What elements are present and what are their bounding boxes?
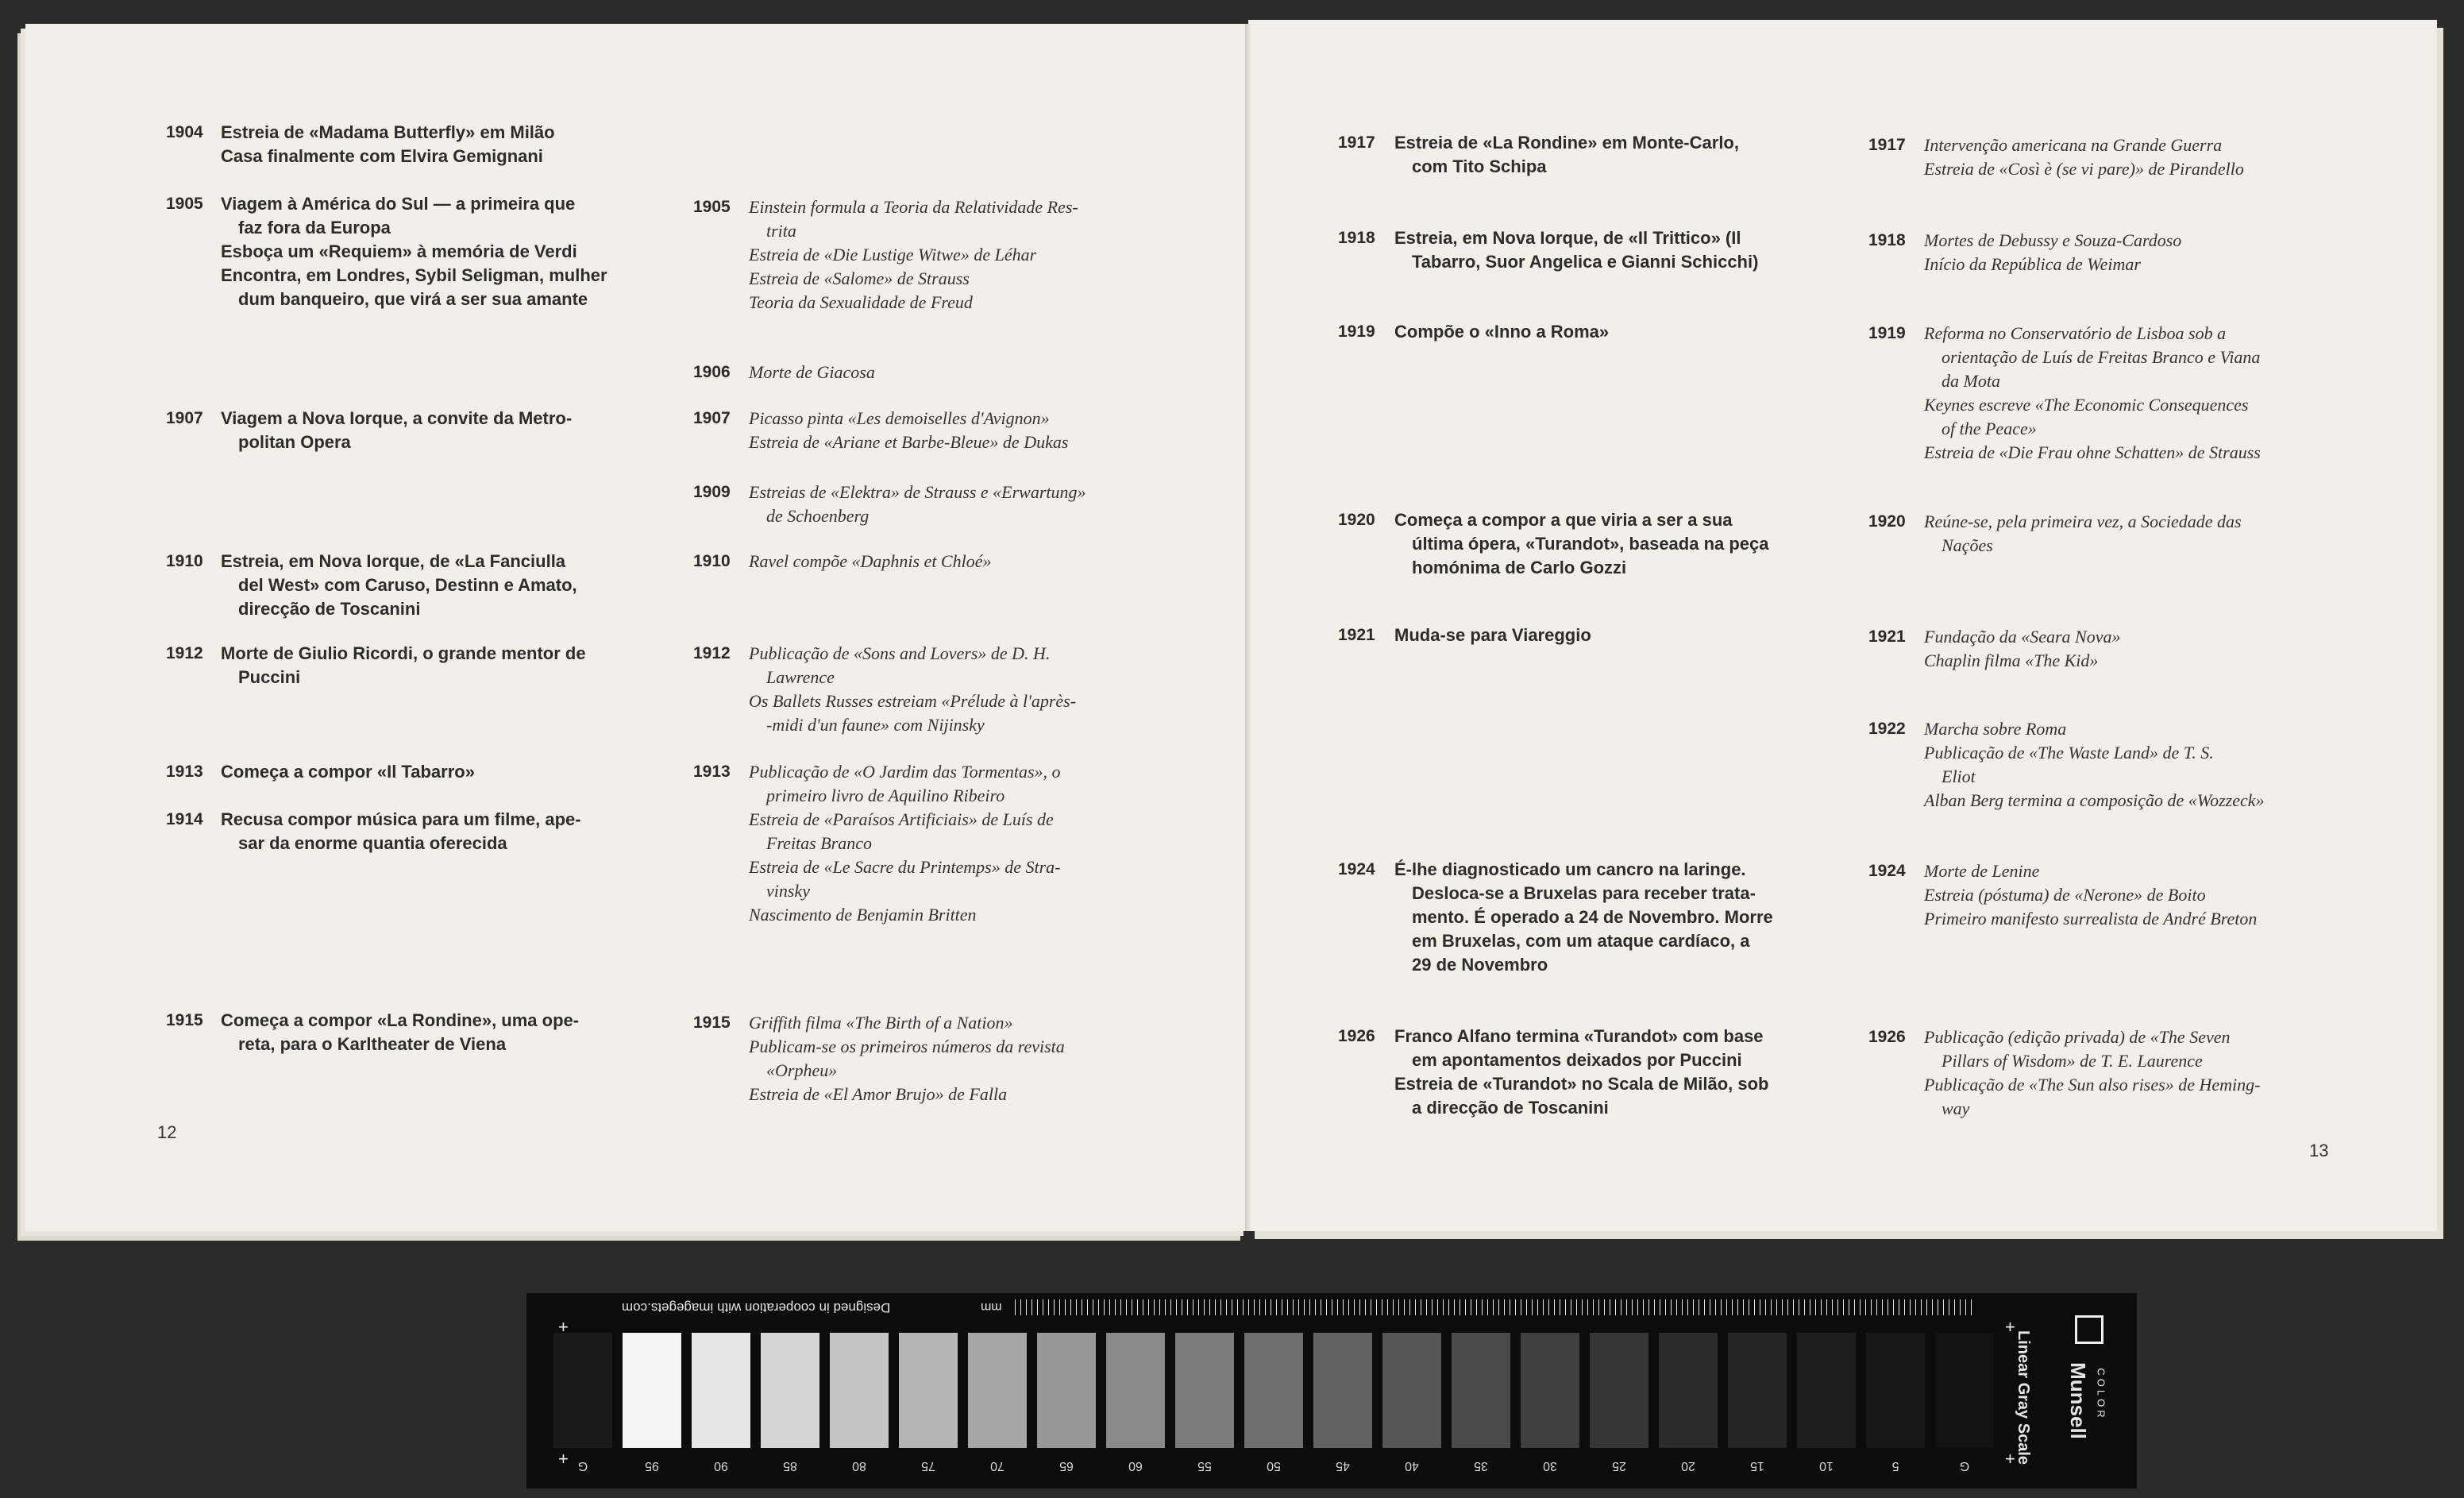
entry-line: Estreia de «Die Frau ohne Schatten» de Strauss: [1924, 442, 2261, 462]
gray-patch-label: 70: [990, 1459, 1004, 1473]
world-entry: [749, 550, 992, 573]
entry-line: 29 de Novembro: [1412, 955, 1548, 975]
entry-line: mento. É operado a 24 de Novembro. Morre: [1412, 907, 1773, 927]
entry-line: orientação de Luís de Freitas Branco e Viana: [1942, 347, 2261, 367]
plus-mark: +: [2005, 1449, 2015, 1469]
entry-line: Intervenção americana na Grande Guerra: [1924, 135, 2223, 155]
entry-line: Fundação da «Seara Nova»: [1924, 627, 2121, 647]
entry-line: Estreia, em Nova Iorque, de «La Fanciulla: [221, 551, 566, 571]
entry-line: Reforma no Conservatório de Lisboa sob a: [1924, 323, 2227, 343]
gray-patch: [1382, 1333, 1441, 1448]
entry-line: Estreia (póstuma) de «Nerone» de Boito: [1924, 885, 2206, 905]
page-number-left: 12: [157, 1122, 177, 1142]
entry-line: primeiro livro de Aquilino Ribeiro: [766, 786, 1005, 805]
world-entry: [1924, 1025, 2260, 1121]
puccini-year: 1913: [166, 763, 203, 781]
puccini-year: 1926: [1338, 1027, 1375, 1045]
puccini-entry: [221, 760, 475, 784]
entry-line: Puccini: [238, 667, 301, 687]
entry-line: Desloca-se a Bruxelas para receber trata-: [1412, 883, 1756, 903]
munsell-logo-icon: [2075, 1315, 2103, 1344]
puccini-year: 1917: [1338, 133, 1375, 152]
entry-line: Os Ballets Russes estreiam «Prélude à l'après-: [749, 691, 1077, 711]
entry-line: Casa finalmente com Elvira Gemignani: [221, 146, 543, 166]
entry-line: Esboça um «Requiem» à memória de Verdi: [221, 241, 577, 261]
entry-line: Estreia de «Ariane et Barbe-Bleue» de Dukas: [749, 432, 1069, 452]
entry-line: Encontra, em Londres, Sybil Seligman, mulher: [221, 265, 607, 285]
puccini-year: 1919: [1338, 322, 1375, 341]
world-year: 1909: [693, 483, 731, 501]
gray-patch: [1037, 1333, 1096, 1448]
entry-line: vinsky: [766, 881, 810, 901]
puccini-year: 1905: [166, 195, 203, 213]
entry-line: politan Opera: [238, 432, 351, 452]
entry-line: way: [1942, 1098, 1970, 1118]
plus-mark: +: [558, 1317, 569, 1337]
puccini-entry: [221, 642, 586, 689]
gray-patch: [1175, 1333, 1234, 1448]
entry-line: Eliot: [1942, 766, 1976, 786]
gray-patch-label: 25: [1612, 1459, 1626, 1473]
gray-patch-label: G: [577, 1459, 588, 1473]
ruler-unit: mm: [981, 1300, 1002, 1314]
puccini-entry: [1394, 858, 1773, 977]
gray-patch-label: 40: [1405, 1459, 1419, 1473]
gray-patch: [1590, 1333, 1648, 1448]
credit-text: Designed in cooperation with imagegets.com: [622, 1300, 891, 1315]
entry-line: sar da enorme quantia oferecida: [238, 833, 507, 853]
gray-patch-label: 15: [1750, 1459, 1764, 1473]
world-entry: [749, 760, 1061, 927]
entry-line: Começa a compor «Il Tabarro»: [221, 762, 475, 782]
puccini-entry: [1394, 320, 1609, 344]
gray-patch-label: 35: [1474, 1459, 1488, 1473]
entry-line: de Schoenberg: [766, 506, 870, 526]
entry-line: Mortes de Debussy e Souza-Cardoso: [1924, 230, 2182, 250]
gray-patch: [1728, 1333, 1787, 1448]
entry-line: Picasso pinta «Les demoiselles d'Avignon»: [749, 408, 1050, 428]
world-year: 1905: [693, 198, 731, 216]
entry-line: dum banqueiro, que virá a ser sua amante: [238, 289, 588, 309]
puccini-entry: [221, 192, 607, 311]
entry-line: Einstein formula a Teoria da Relatividade Res-: [749, 197, 1078, 217]
entry-line: del West» com Caruso, Destinn e Amato,: [238, 575, 577, 595]
gray-patch-label: 65: [1059, 1459, 1074, 1473]
entry-line: a direcção de Toscanini: [1412, 1098, 1609, 1118]
entry-line: Estreia de «Die Lustige Witwe» de Léhar: [749, 245, 1037, 264]
world-year: 1921: [1868, 627, 1906, 646]
puccini-year: 1912: [166, 644, 203, 662]
puccini-year: 1910: [166, 552, 203, 570]
gray-patch: [1521, 1333, 1579, 1448]
entry-line: Publicação de «Sons and Lovers» de D. H.: [749, 643, 1051, 663]
gray-patch: [1313, 1333, 1372, 1448]
world-entry: [1924, 717, 2265, 813]
gray-patch-label: 80: [852, 1459, 866, 1473]
munsell-brand: Munsell: [2065, 1362, 2090, 1439]
gray-patch-label: 5: [1891, 1459, 1899, 1473]
entry-line: em Bruxelas, com um ataque cardíaco, a: [1412, 931, 1750, 951]
entry-line: Publicação de «O Jardim das Tormentas», o: [749, 762, 1061, 782]
gray-patch: [1659, 1333, 1718, 1448]
entry-line: Teoria da Sexualidade de Freud: [749, 292, 973, 312]
munsell-sub: COLOR: [2095, 1368, 2107, 1421]
puccini-entry: [221, 808, 581, 855]
world-year: 1913: [693, 763, 731, 781]
entry-line: Estreia de «La Rondine» em Monte-Carlo,: [1394, 133, 1739, 153]
entry-line: Franco Alfano termina «Turandot» com base: [1394, 1026, 1764, 1046]
puccini-entry: [1394, 624, 1591, 647]
entry-line: Lawrence: [766, 667, 835, 687]
world-entry: [1924, 859, 2257, 931]
entry-line: É-lhe diagnosticado um cancro na laringe.: [1394, 859, 1746, 879]
mm-ruler: [1015, 1299, 1976, 1315]
book-gutter: [1245, 24, 1251, 1231]
entry-line: Alban Berg termina a composição de «Wozzeck»: [1924, 790, 2265, 810]
entry-line: da Mota: [1942, 371, 2000, 391]
gray-patch-label: 90: [714, 1459, 728, 1473]
gray-patch-label: 55: [1197, 1459, 1212, 1473]
gray-patch-label: 50: [1267, 1459, 1281, 1473]
entry-line: Começa a compor a que viria a ser a sua: [1394, 510, 1733, 530]
entry-line: Freitas Branco: [766, 833, 872, 853]
munsell-logo: [2014, 1309, 2130, 1476]
entry-line: com Tito Schipa: [1412, 156, 1547, 176]
entry-line: Início da República de Weimar: [1924, 254, 2141, 274]
puccini-year: 1907: [166, 409, 203, 427]
puccini-year: 1915: [166, 1011, 203, 1029]
world-entry: [749, 407, 1068, 454]
world-year: 1924: [1868, 862, 1906, 880]
page-number-right: 13: [2309, 1141, 2329, 1160]
gray-patch: [553, 1333, 612, 1448]
entry-line: Keynes escreve «The Economic Consequences: [1924, 395, 2249, 415]
gray-patch-label: 30: [1543, 1459, 1557, 1473]
puccini-year: 1924: [1338, 860, 1375, 878]
entry-line: Recusa compor música para um filme, ape-: [221, 809, 581, 829]
gray-patch: [1244, 1333, 1303, 1448]
entry-line: última ópera, «Turandot», baseada na peça: [1412, 534, 1769, 554]
gray-patch: [968, 1333, 1027, 1448]
entry-line: Pillars of Wisdom» de T. E. Laurence: [1942, 1051, 2203, 1071]
entry-line: Reúne-se, pela primeira vez, a Sociedade das: [1924, 512, 2242, 531]
world-year: 1907: [693, 409, 731, 427]
plus-mark: +: [558, 1449, 569, 1469]
entry-line: Ravel compõe «Daphnis et Chloé»: [749, 551, 992, 571]
gray-patch-label: 45: [1336, 1459, 1350, 1473]
gray-patch: [1106, 1333, 1165, 1448]
plus-mark: +: [2005, 1317, 2015, 1337]
entry-line: faz fora da Europa: [238, 218, 391, 237]
puccini-entry: [221, 1009, 579, 1056]
gray-patch: [623, 1333, 681, 1448]
gray-patch-label: 85: [783, 1459, 797, 1473]
entry-line: Nações: [1942, 535, 1993, 555]
entry-line: Publicação de «The Waste Land» de T. S.: [1924, 743, 2214, 763]
gray-patch-label: 75: [921, 1459, 935, 1473]
entry-line: Publicação de «The Sun also rises» de Heming-: [1924, 1075, 2261, 1095]
entry-line: direcção de Toscanini: [238, 599, 421, 619]
entry-line: Publicam-se os primeiros números da revista: [749, 1037, 1065, 1056]
entry-line: Muda-se para Viareggio: [1394, 625, 1591, 645]
world-year: 1922: [1868, 720, 1906, 738]
gray-patch-label: 20: [1681, 1459, 1695, 1473]
entry-line: trita: [766, 221, 796, 241]
puccini-entry: [221, 407, 572, 454]
entry-line: Primeiro manifesto surrealista de André Breton: [1924, 909, 2258, 929]
entry-line: -midi d'un faune» com Nijinsky: [766, 715, 985, 735]
entry-line: Estreia de «Le Sacre du Printemps» de Stra-: [749, 857, 1061, 877]
entry-line: em apontamentos deixados por Puccini: [1412, 1050, 1742, 1070]
world-entry: [1924, 322, 2261, 465]
puccini-year: 1914: [166, 810, 203, 828]
world-entry: [749, 642, 1076, 737]
gray-patch-label: 95: [645, 1459, 659, 1473]
entry-line: Estreia de «Madama Butterfly» em Milão: [221, 122, 555, 142]
world-year: 1917: [1868, 136, 1906, 154]
entry-line: Estreia de «El Amor Brujo» de Falla: [749, 1084, 1008, 1104]
entry-line: Estreia, em Nova Iorque, de «Il Trittico» (Il: [1394, 228, 1741, 248]
gray-patch: [761, 1333, 819, 1448]
entry-line: Estreias de «Elektra» de Strauss e «Erwartung»: [749, 482, 1086, 502]
world-entry: [749, 481, 1086, 528]
world-entry: [749, 195, 1078, 315]
entry-line: of the Peace»: [1942, 419, 2037, 438]
world-year: 1918: [1868, 231, 1906, 249]
entry-line: Começa a compor «La Rondine», uma ope-: [221, 1010, 580, 1030]
entry-line: Morte de Giacosa: [749, 362, 875, 382]
world-year: 1926: [1868, 1028, 1906, 1046]
gray-patch: [692, 1333, 750, 1448]
puccini-entry: [1394, 508, 1769, 580]
entry-line: Estreia de «Paraísos Artificiais» de Luís de: [749, 809, 1054, 829]
gray-patch: [830, 1333, 889, 1448]
world-year: 1910: [693, 552, 731, 570]
entry-line: Morte de Lenine: [1924, 861, 2040, 881]
entry-line: Marcha sobre Roma: [1924, 719, 2067, 739]
world-entry: [749, 1011, 1065, 1106]
entry-line: homónima de Carlo Gozzi: [1412, 558, 1627, 577]
entry-line: Morte de Giulio Ricordi, o grande mentor de: [221, 643, 586, 663]
world-entry: [1924, 229, 2181, 276]
entry-line: Estreia de «Turandot» no Scala de Milão, sob: [1394, 1074, 1769, 1094]
entry-line: Tabarro, Suor Angelica e Gianni Schicchi): [1412, 252, 1759, 272]
puccini-entry: [1394, 226, 1758, 274]
entry-line: Publicação (edição privada) de «The Seven: [1924, 1027, 2231, 1047]
gray-patch-label: G: [1959, 1459, 1970, 1473]
puccini-entry: [221, 550, 577, 621]
world-year: 1906: [693, 363, 731, 381]
scale-title: Linear Gray Scale: [2014, 1330, 2032, 1465]
entry-line: Viagem à América do Sul — a primeira que: [221, 194, 576, 214]
gray-patch: [1866, 1333, 1925, 1448]
gray-patch: [1935, 1333, 1994, 1448]
entry-line: Nascimento de Benjamin Britten: [749, 905, 977, 925]
world-entry: [749, 361, 875, 384]
puccini-entry: [1394, 1025, 1769, 1120]
gray-patch: [1797, 1333, 1856, 1448]
puccini-year: 1904: [166, 123, 203, 141]
gray-patch-label: 10: [1819, 1459, 1834, 1473]
entry-line: Estreia de «Salome» de Strauss: [749, 268, 970, 288]
gray-patch: [899, 1333, 958, 1448]
world-year: 1915: [693, 1013, 731, 1032]
entry-line: reta, para o Karltheater de Viena: [238, 1034, 507, 1054]
puccini-entry: [221, 121, 555, 168]
entry-line: Viagem a Nova Iorque, a convite da Metro-: [221, 408, 573, 428]
gray-patch: [1452, 1333, 1510, 1448]
gray-patch-label: 60: [1128, 1459, 1143, 1473]
entry-line: Griffith filma «The Birth of a Nation»: [749, 1013, 1013, 1033]
puccini-year: 1918: [1338, 229, 1375, 247]
entry-line: Chaplin filma «The Kid»: [1924, 651, 2099, 670]
world-year: 1919: [1868, 324, 1906, 342]
world-year: 1912: [693, 644, 731, 662]
world-entry: [1924, 510, 2242, 558]
puccini-entry: [1394, 131, 1739, 179]
puccini-year: 1920: [1338, 511, 1375, 529]
world-entry: [1924, 625, 2120, 673]
puccini-year: 1921: [1338, 626, 1375, 644]
entry-line: Estreia de «Così è (se vi pare)» de Pirandello: [1924, 159, 2244, 179]
world-year: 1920: [1868, 512, 1906, 531]
entry-line: «Orpheu»: [766, 1060, 838, 1080]
entry-line: Compõe o «Inno a Roma»: [1394, 322, 1610, 342]
gray-scale-card: [526, 1293, 2137, 1488]
world-entry: [1924, 133, 2244, 181]
